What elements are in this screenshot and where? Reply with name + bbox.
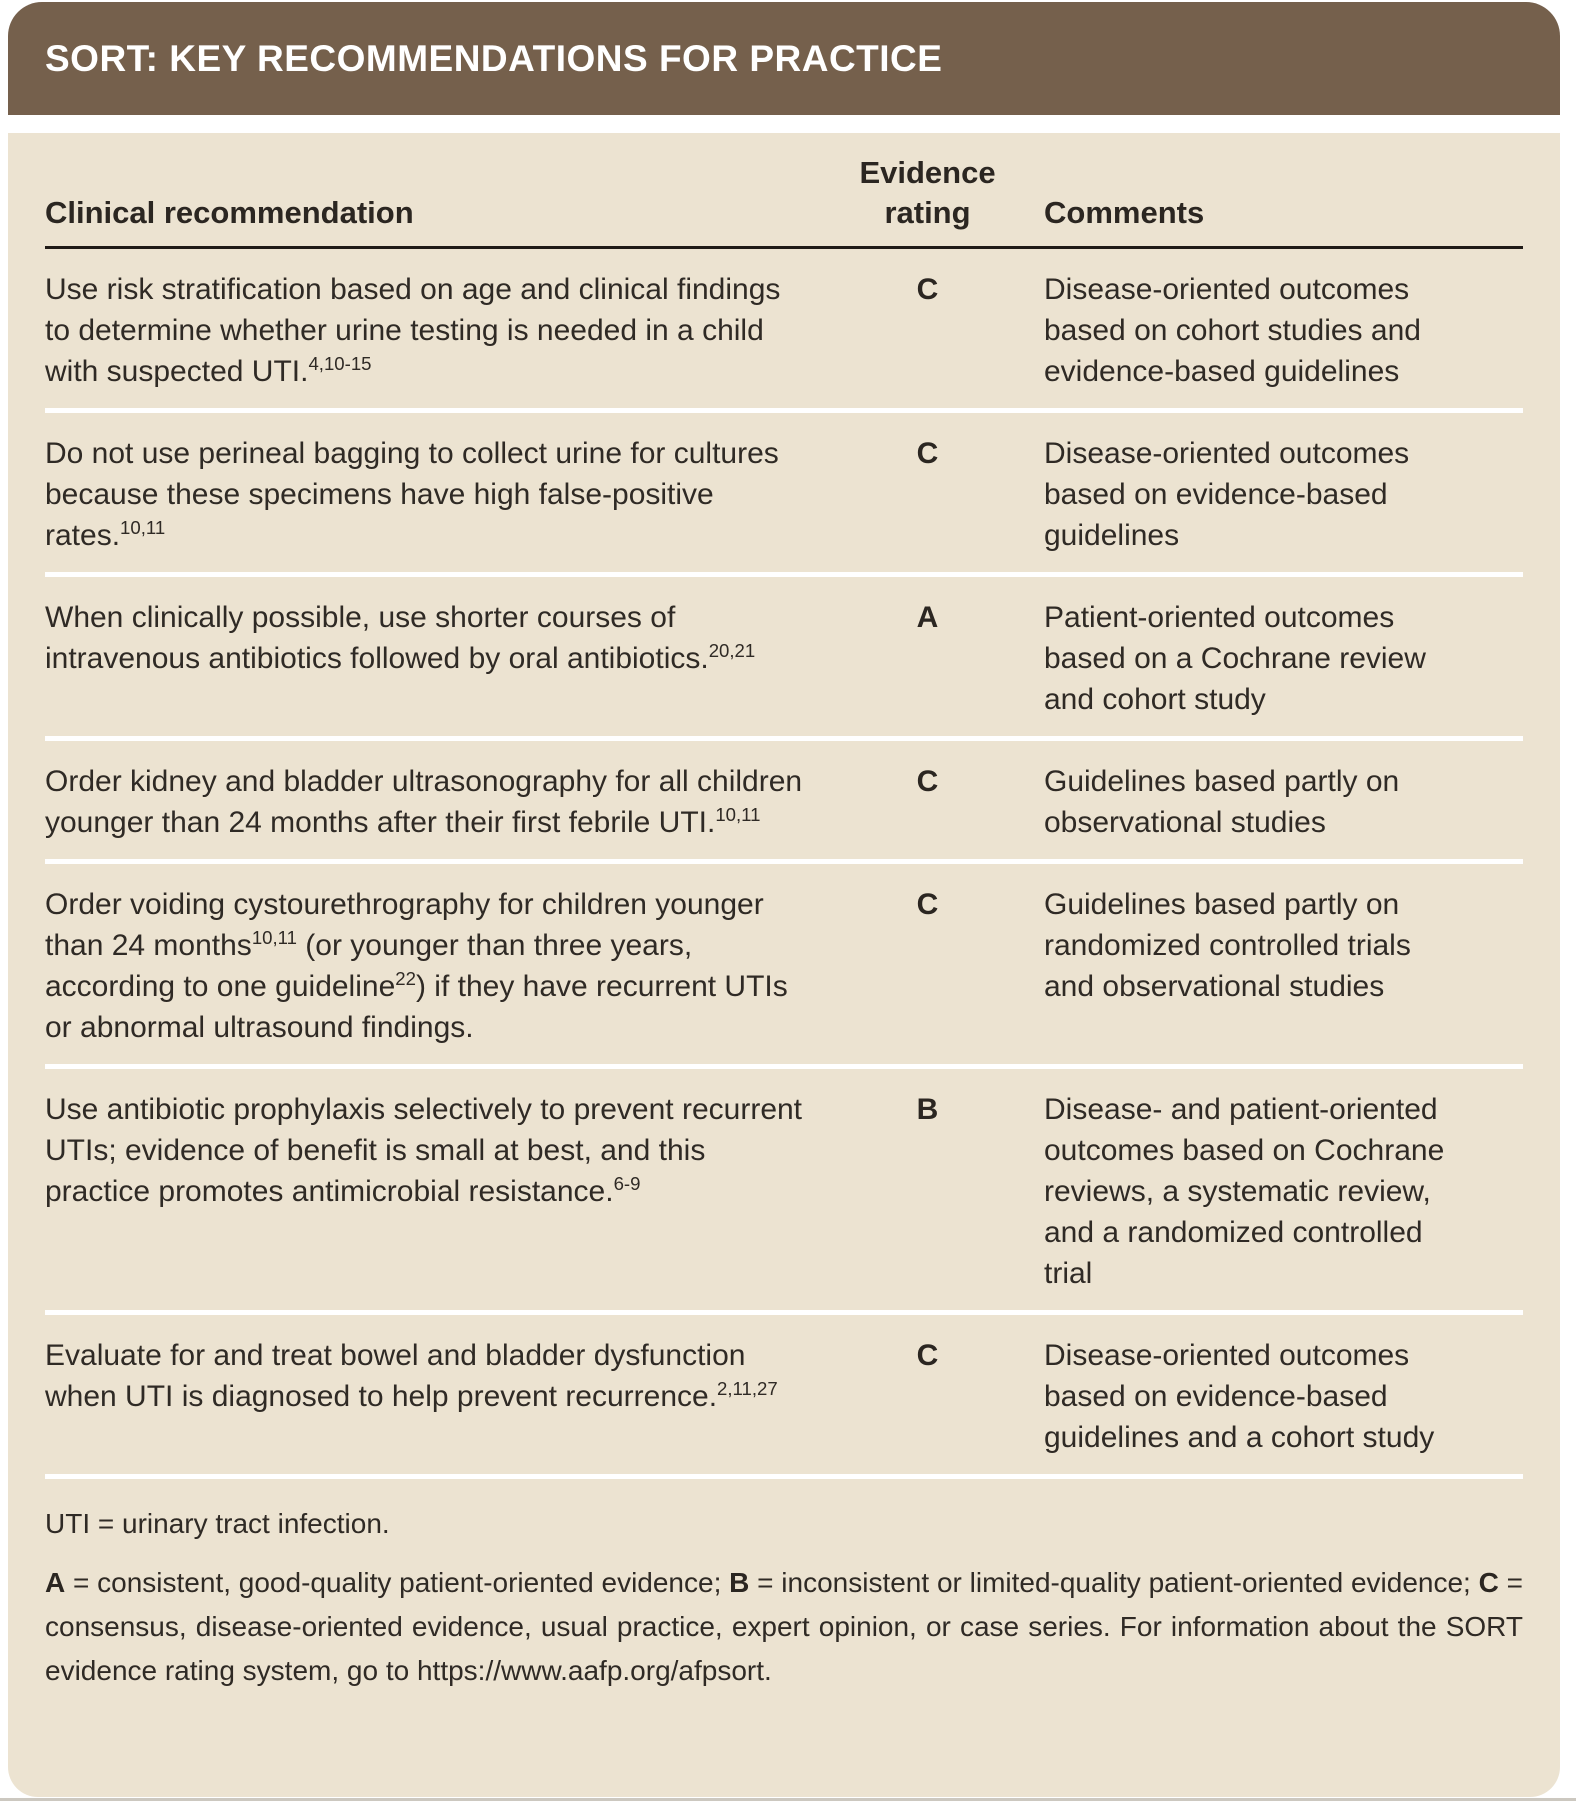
panel-header [8, 2, 1560, 115]
evidence-rating-cell: C [916, 1339, 939, 1372]
table-header-row [45, 133, 1523, 249]
recommendation-cell: Use antibiotic prophylaxis selectively to prevent recurrent UTIs; evidence of benefit is small at best, and this practice promotes antimicrobial resistance.$^{6-9}$ [45, 1093, 803, 1208]
evidence-rating-cell: C [916, 765, 939, 798]
recommendation-cell: Evaluate for and treat bowel and bladder dysfunction when UTI is diagnosed to help prevent recurrence.$^{2,11,27}$ [45, 1339, 778, 1413]
comments-cell: Patient-oriented outcomes based on a Cochrane review and cohort study [1044, 601, 1426, 716]
recommendation-cell: Use risk stratification based on age and clinical findings to determine whether urine testing is needed in a child with suspected UTI.$^{4,10-15}$ [45, 273, 781, 388]
table-row [45, 1315, 1523, 1479]
evidence-rating-cell: B [916, 1093, 939, 1126]
table-row [45, 1069, 1523, 1315]
evidence-rating-cell: C [916, 273, 939, 306]
recommendation-cell: When clinically possible, use shorter courses of intravenous antibiotics followed by oral antibiotics.$^{20,21}$ [45, 601, 756, 675]
table-header-evidence-rating: Evidence rating [859, 155, 996, 230]
evidence-rating-cell: C [916, 437, 939, 470]
recommendation-cell: Do not use perineal bagging to collect urine for cultures because these specimens have high false-positive rates.$^{10,11}$ [45, 437, 779, 552]
comments-cell: Disease-oriented outcomes based on cohort studies and evidence-based guidelines [1044, 273, 1421, 388]
table-row [45, 741, 1523, 864]
table-row [45, 413, 1523, 577]
table-row [45, 577, 1523, 741]
recommendation-cell: Order kidney and bladder ultrasonography for all children younger than 24 months after their first febrile UTI.$^{10,11}$ [45, 765, 803, 839]
table-row [45, 864, 1523, 1069]
table-header-clinical-recommendation: Clinical recommendation [45, 195, 414, 230]
table-row [45, 249, 1523, 413]
panel-body [8, 133, 1560, 1797]
evidence-rating-cell: A [916, 601, 939, 634]
comments-cell: Guidelines based partly on randomized controlled trials and observational studies [1044, 888, 1411, 1003]
comments-cell: Disease- and patient-oriented outcomes based on Cochrane reviews, a systematic review, and a randomized controlled trial [1044, 1093, 1445, 1290]
comments-cell: Disease-oriented outcomes based on evidence-based guidelines [1044, 437, 1410, 552]
table-header-comments: Comments [1044, 195, 1205, 230]
abbreviation-note: UTI = urinary tract infection. [45, 1508, 390, 1539]
panel-title: SORT: KEY RECOMMENDATIONS FOR PRACTICE [45, 37, 943, 79]
comments-cell: Disease-oriented outcomes based on evidence-based guidelines and a cohort study [1044, 1339, 1435, 1454]
recommendation-cell: Order voiding cystourethrography for children younger than 24 months$^{10,11}$ (or younger than three years, according to one guideline$^{22}$) if they have recurrent UTIs or abnormal ultrasound findings. [45, 888, 788, 1044]
evidence-rating-cell: C [916, 888, 939, 921]
comments-cell: Guidelines based partly on observational studies [1044, 765, 1400, 839]
sort-legend: A = consistent, good-quality patient-oriented evidence; B = inconsistent or limited-quality patient-oriented evidence; C = consensus, disease-oriented evidence, usual practice, expert opinion, or case series. For information about the SORT evidence rating system, go to https://www.aafp.org/afpsort. [45, 1567, 1523, 1686]
